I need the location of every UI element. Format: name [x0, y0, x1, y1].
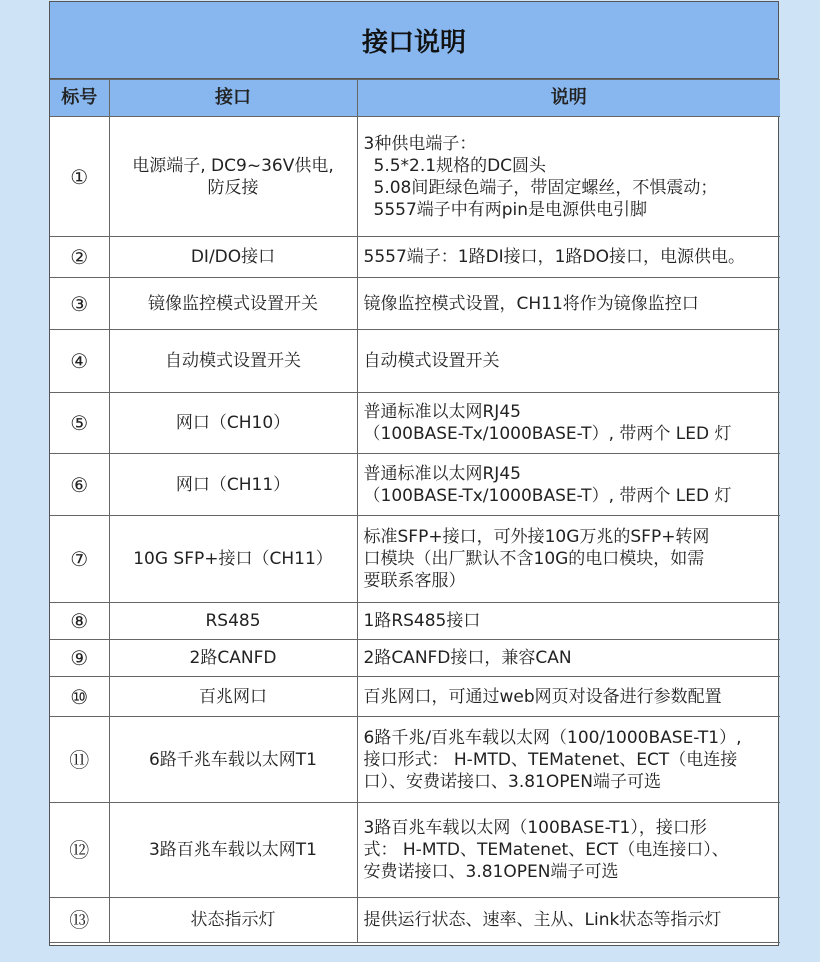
description-cell [357, 516, 780, 603]
description-text: 标准SFP+接口，可外接10G万兆的SFP+转网 [363, 527, 710, 547]
interface-text: 3路百兆车载以太网T1 [148, 840, 318, 860]
description-text: 1路RS485接口 [363, 611, 481, 631]
table-row [50, 278, 780, 330]
interface-cell [109, 516, 357, 603]
description-text: 口模块（出厂默认不含10G的电口模块，如需 [363, 549, 705, 569]
description-cell [357, 330, 780, 393]
interface-text: 百兆网口 [199, 686, 267, 707]
interface-cell [109, 603, 357, 640]
description-cell [357, 278, 780, 330]
column-header-description: 说明 [357, 80, 780, 117]
interface-text: 防反接 [207, 177, 259, 198]
table-row [50, 717, 780, 803]
row-number: ⑨ [50, 640, 109, 677]
interface-text: 网口（CH11） [175, 474, 291, 495]
description-cell [357, 454, 780, 516]
row-number: ⑧ [50, 603, 109, 640]
description-text: 百兆网口，可通过web网页对设备进行参数配置 [363, 686, 722, 707]
description-text: 3路百兆车载以太网（100BASE-T1），接口形 [363, 818, 707, 838]
interface-cell [109, 640, 357, 677]
table-row [50, 237, 780, 278]
interface-text: 网口（CH10） [175, 413, 291, 433]
description-text: 3种供电端子： [363, 133, 477, 154]
table-row [50, 640, 780, 677]
description-text: 接口形式： H-MTD、TEMatenet、ECT（电连接 [363, 749, 738, 770]
interface-cell [109, 237, 357, 278]
table-title: 接口说明 [50, 2, 778, 79]
header-row [50, 80, 780, 117]
description-cell [357, 717, 780, 803]
row-number: ④ [50, 330, 109, 393]
table-row [50, 898, 780, 943]
interface-cell [109, 117, 357, 237]
description-text: （100BASE-Tx/1000BASE-T）, 带两个 LED 灯 [363, 485, 732, 506]
interface-text: 2路CANFD [189, 648, 277, 668]
description-text: 自动模式设置开关 [363, 351, 500, 371]
interface-cell [109, 898, 357, 943]
description-cell [357, 898, 780, 943]
table-row [50, 803, 780, 898]
interface-text: DI/DO接口 [190, 247, 276, 267]
interface-text: 10G SFP+接口（CH11） [133, 549, 333, 569]
column-header-interface: 接口 [109, 80, 357, 117]
interface-text: 电源端子, DC9~36V供电, [132, 155, 334, 176]
interface-cell [109, 803, 357, 898]
description-text: 口）、安费诺接口、3.81OPEN端子可选 [363, 771, 661, 792]
interface-text: RS485 [205, 611, 261, 631]
description-cell [357, 640, 780, 677]
description-text: 5.5*2.1规格的DC圆头 [373, 155, 547, 176]
description-text: 要联系客服） [363, 571, 466, 591]
interface-cell [109, 454, 357, 516]
interface-cell [109, 278, 357, 330]
description-cell [357, 677, 780, 717]
table-row [50, 516, 780, 603]
row-number: ① [50, 117, 109, 237]
row-number: ⑥ [50, 454, 109, 516]
interface-cell [109, 677, 357, 717]
interface-cell [109, 717, 357, 803]
table-row [50, 677, 780, 717]
table-row [50, 603, 780, 640]
description-text: 提供运行状态、速率、主从、Link状态等指示灯 [363, 910, 722, 930]
row-number: ② [50, 237, 109, 278]
row-number: ③ [50, 278, 109, 330]
interface-cell [109, 330, 357, 393]
description-text: 普通标准以太网RJ45 [363, 463, 521, 484]
interface-cell [109, 393, 357, 454]
description-text: 5.08间距绿色端子，带固定螺丝，不惧震动； [373, 177, 718, 198]
description-text: 普通标准以太网RJ45 [363, 402, 521, 422]
description-text: 6路千兆/百兆车载以太网（100/1000BASE-T1）, [363, 727, 742, 748]
description-cell [357, 237, 780, 278]
description-cell [357, 803, 780, 898]
table-row [50, 454, 780, 516]
row-number: ⑤ [50, 393, 109, 454]
row-number: ⑪ [50, 717, 109, 803]
row-number: ⑫ [50, 803, 109, 898]
interface-table-sheet [49, 1, 779, 946]
table-row [50, 393, 780, 454]
column-header-number: 标号 [50, 80, 109, 117]
interface-text: 自动模式设置开关 [165, 351, 301, 371]
description-text: 5557端子：1路DI接口，1路DO接口，电源供电。 [363, 247, 745, 267]
table-row [50, 117, 780, 237]
description-text: 式： H-MTD、TEMatenet、ECT（电连接口）、 [363, 840, 729, 860]
interface-text: 6路千兆车载以太网T1 [148, 749, 318, 770]
description-text: 5557端子中有两pin是电源供电引脚 [373, 199, 648, 220]
row-number: ⑦ [50, 516, 109, 603]
description-text: （100BASE-Tx/1000BASE-T）, 带两个 LED 灯 [363, 424, 732, 444]
description-text: 2路CANFD接口，兼容CAN [363, 648, 572, 668]
description-text: 安费诺接口、3.81OPEN端子可选 [363, 862, 619, 882]
description-cell [357, 117, 780, 237]
row-number: ⑬ [50, 898, 109, 943]
description-cell [357, 603, 780, 640]
interface-table [50, 79, 780, 943]
interface-text: 状态指示灯 [190, 910, 276, 930]
description-cell [357, 393, 780, 454]
row-number: ⑩ [50, 677, 109, 717]
interface-text: 镜像监控模式设置开关 [148, 293, 318, 314]
table-row [50, 330, 780, 393]
description-text: 镜像监控模式设置，CH11将作为镜像监控口 [363, 293, 699, 314]
